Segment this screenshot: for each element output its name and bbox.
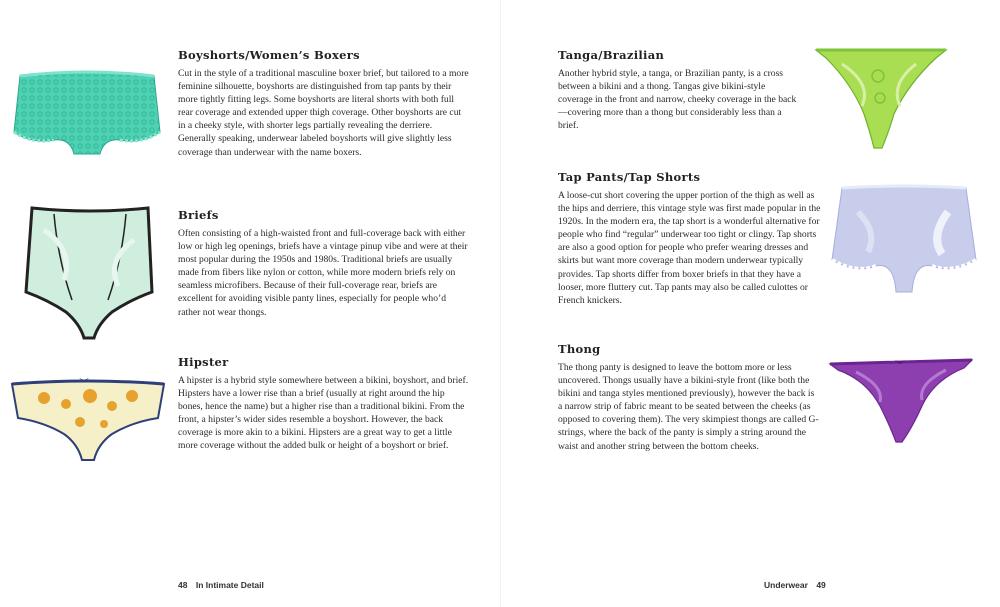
right-footer bbox=[758, 580, 826, 590]
entry-title: Thong bbox=[558, 342, 601, 356]
entry-tanga bbox=[558, 48, 802, 132]
briefs-illustration bbox=[14, 200, 166, 342]
entry-title: Boyshorts/Women’s Boxers bbox=[178, 48, 360, 62]
entry-hipster bbox=[178, 355, 470, 453]
entry-title: Hipster bbox=[178, 355, 229, 369]
entry-body: Cut in the style of a traditional masculine boxer brief, but tailored to a more feminine silhouette, boyshorts are distinguished from tap pants by their more tightly fitting legs. Some boyshorts are literal shorts with both full rear coverage and extended upper thigh coverage. Other boyshorts are cut in a cheeky style, with shorter legs partially revealing the derriere. Generally speaking, underwear labeled boyshorts will give slightly less coverage than underwear with the name boxers. bbox=[178, 68, 469, 158]
page-number: 48 bbox=[178, 580, 188, 590]
running-head: Underwear bbox=[764, 580, 808, 590]
entry-boyshorts bbox=[178, 48, 470, 159]
entry-body: The thong panty is designed to leave the bottom more or less uncovered. Thongs usually have a bikini-style front (like both the bikini and tanga styles mentioned previously), however the back is a narrow strip of fabric meant to be seated between the cheeks (as opposed to covering them). The very skimpiest thongs are called G-strings, where the back of the panty is simply a string around the waist and another string between the bottom cheeks. bbox=[558, 362, 819, 452]
entry-title: Tanga/Brazilian bbox=[558, 48, 665, 62]
tanga-illustration bbox=[812, 44, 950, 152]
tap-pants-illustration bbox=[828, 182, 980, 298]
entry-body: Often consisting of a high-waisted front and full-coverage back with either low or high leg openings, briefs have a vintage pinup vibe and were at their most popular during the 1950s and 1980s. Traditional briefs are usually made from fibers like nylon or cotton, while more modern briefs rely on seamless microfibers. Because of their full-coverage rear, briefs are excellent for avoiding visible panty lines, especially for people who’d rather not wear thongs. bbox=[178, 228, 468, 318]
entry-title: Tap Pants/Tap Shorts bbox=[558, 170, 701, 184]
left-footer bbox=[178, 580, 270, 590]
page-number: 49 bbox=[816, 580, 826, 590]
entry-tap-pants bbox=[558, 170, 824, 307]
hipster-illustration bbox=[8, 372, 168, 464]
running-head: In Intimate Detail bbox=[195, 580, 264, 590]
entry-briefs bbox=[178, 208, 470, 319]
entry-title: Briefs bbox=[178, 208, 219, 222]
thong-illustration bbox=[826, 356, 976, 446]
entry-thong bbox=[558, 342, 820, 453]
entry-body: Another hybrid style, a tanga, or Brazilian panty, is a cross between a bikini and a thong. Tangas give bikini-style coverage in the front and narrow, cheeky coverage in the back—covering more than a thong but considerably less than a brief. bbox=[558, 68, 797, 132]
gutter bbox=[500, 0, 501, 607]
entry-body: A loose-cut short covering the upper portion of the thigh as well as the hips and derriere, this vintage style was first made popular in the 1920s. In the modern era, the tap short is a wonderful alternative for people who find “regular” underwear too tight or clingy. Tap shorts are also a good option for people who prefer wearing dresses and skirts but want more coverage than modern underwear typically provides. Tap shorts differ from boxer briefs in that they have a looser, more fluttery cut. Tap pants may also be called culottes or French knickers. bbox=[558, 190, 821, 306]
entry-body: A hipster is a hybrid style somewhere between a bikini, boyshort, and brief. Hipsters have a lower rise than a brief (usually at right around the hip bones, hence the name) but a higher rise than a traditional bikini. From the front, a hipster’s wider sides resemble a boyshort. However, the back coverage is more akin to a bikini. Hipsters are a great way to get a little more coverage without the added bulk or height of a boyshort or brief. bbox=[178, 375, 469, 452]
boyshorts-illustration bbox=[12, 62, 162, 162]
